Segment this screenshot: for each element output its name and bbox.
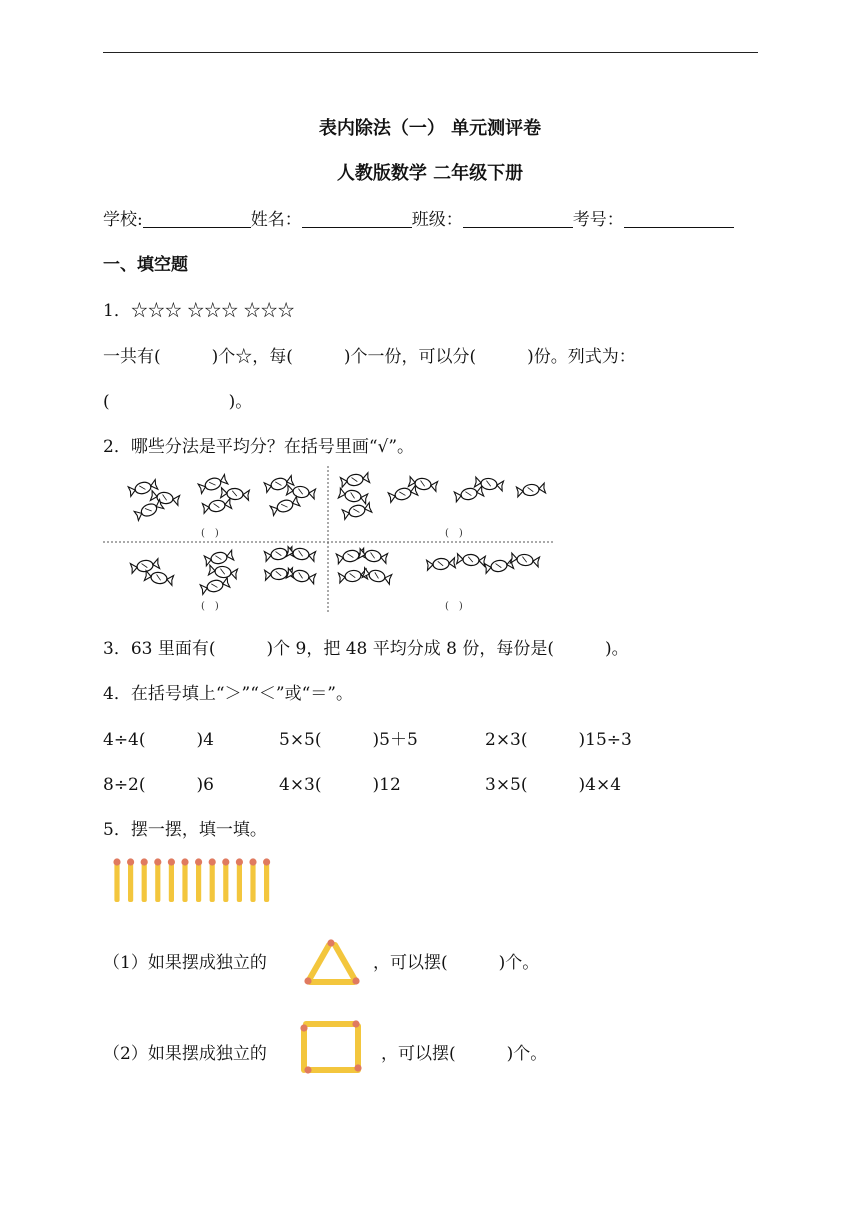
candy-group [516,483,545,498]
candy-group [130,558,173,586]
matchstick [237,862,242,902]
matchstick-head [141,858,148,865]
answer-paren-4[interactable]: ( ) [445,601,463,612]
matchstick [114,862,119,902]
answer-paren-3[interactable]: ( ) [201,601,219,612]
matchstick-head [249,858,256,865]
class-label: 班级： [411,210,463,230]
matchstick [210,862,215,902]
q1-line2: ( )。 [103,392,253,412]
square-icon [298,1018,366,1082]
school-field[interactable] [143,210,251,228]
matchstick-head [209,858,216,865]
candy-figure [103,466,558,614]
matchsticks-row [112,856,284,910]
matchstick [128,862,133,902]
answer-paren-1[interactable]: ( ) [201,528,219,539]
q4-text: 4．在括号填上“＞”“＜”或“＝”。 [103,684,353,704]
q1-line1: 一共有( )个☆，每( )个一份，可以分( )份。列式为： [103,347,636,367]
candy-grid [103,466,558,614]
matchstick [155,862,160,902]
candy-group [264,475,316,516]
q1-stars: 1．☆☆☆ ☆☆☆ ☆☆☆ [103,301,295,321]
candy-group [200,550,238,595]
matchstick [169,862,174,902]
number-label: 考号： [572,210,624,230]
q4-expr: 5×5( )5＋5 [279,730,418,750]
candy-group [454,477,503,503]
q5-sub2-after: ，可以摆( )个。 [381,1044,548,1064]
matchstick-head [168,858,175,865]
class-field[interactable] [463,210,573,228]
matchstick-head [113,858,120,865]
matchstick [142,862,147,902]
q4-expr: 4×3( )12 [279,775,401,795]
matchstick-head [195,858,202,865]
q5-text: 5．摆一摆，填一填。 [103,820,267,840]
candy-group [198,474,249,514]
matchstick-head [154,858,161,865]
section-title: 一、填空题 [103,255,188,275]
q4-expr: 4÷4( )4 [103,730,214,750]
q3-text: 3．63 里面有( )个 9，把 48 平均分成 8 份，每份是( )。 [103,639,629,659]
number-field[interactable] [624,210,734,228]
matchstick [264,862,269,902]
matchstick-head [127,858,134,865]
q4-expr: 3×5( )4×4 [485,775,622,795]
matchstick [182,862,187,902]
answer-paren-2[interactable]: ( ) [445,528,463,539]
candy-group [336,548,392,585]
q5-sub1-before: （1）如果摆成独立的 [103,953,267,973]
candy-group [128,479,180,521]
matchstick-head [181,858,188,865]
name-field[interactable] [302,210,412,228]
name-label: 姓名： [250,210,302,230]
candy-group [427,553,540,574]
matchstick [223,862,228,902]
page-subtitle: 人教版数学 二年级下册 [336,163,524,184]
matchstick [250,862,255,902]
matchsticks-icon [112,856,284,906]
matchstick-head [236,858,243,865]
matchstick [196,862,201,902]
candy-group [264,546,316,584]
triangle-icon [300,937,364,991]
student-info [103,205,734,230]
q4-expr: 2×3( )15÷3 [485,730,632,750]
matchstick-head [222,858,229,865]
school-label: 学校: [103,210,143,230]
q5-sub2-before: （2）如果摆成独立的 [103,1044,267,1064]
q4-expr: 8÷2( )6 [103,775,214,795]
candy-group [388,476,438,503]
q5-sub1-after: ，可以摆( )个。 [373,953,540,973]
top-rule [103,52,758,53]
candy-group [338,472,372,520]
q2-text: 2．哪些分法是平均分？在括号里画“√”。 [103,437,415,457]
matchstick-head [263,858,270,865]
page-title: 表内除法（一） 单元测评卷 [318,118,542,139]
